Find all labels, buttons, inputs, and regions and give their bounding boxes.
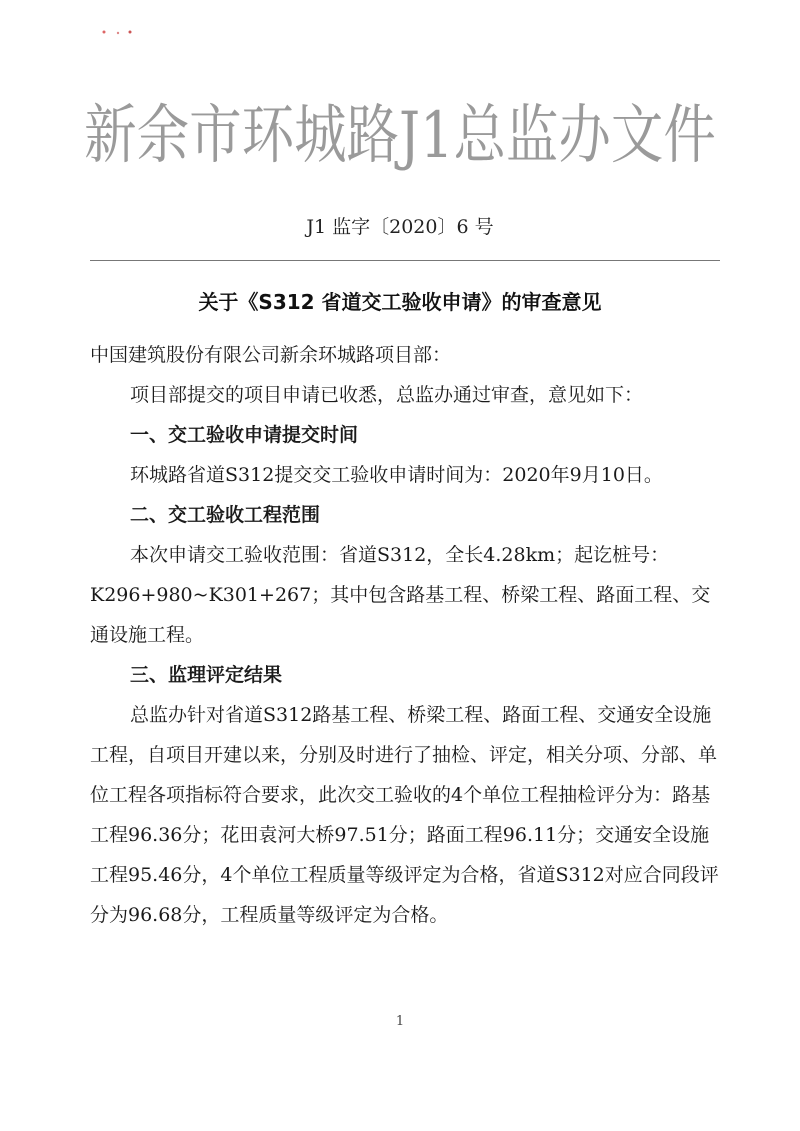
- header-divider: [90, 260, 720, 261]
- document-title: 关于《S312 省道交工验收申请》的审查意见: [198, 290, 602, 314]
- document-number: J1 监字〔2020〕6 号: [306, 216, 494, 238]
- scan-mark: [100, 28, 136, 36]
- section-heading: 三、监理评定结果: [130, 664, 283, 686]
- section-heading: 二、交工验收工程范围: [130, 504, 321, 526]
- section-paragraph: 本次申请交工验收范围：省道S312，全长4.28km；起讫桩号：K296+980~K301+267；其中包含路基工程、桥梁工程、路面工程、交通设施工程。: [90, 544, 711, 646]
- section-heading: 一、交工验收申请提交时间: [130, 424, 359, 446]
- document-body: [90, 335, 720, 935]
- page-number: 1: [395, 1014, 405, 1029]
- intro-paragraph: 项目部提交的项目申请已收悉，总监办通过审查，意见如下：: [130, 384, 644, 406]
- section-paragraph: 环城路省道S312提交交工验收申请时间为：2020年9月10日。: [130, 464, 663, 486]
- recipient-line: 中国建筑股份有限公司新余环城路项目部：: [90, 344, 452, 366]
- section-paragraph: 总监办针对省道S312路基工程、桥梁工程、路面工程、交通安全设施工程，自项目开建以来，分别及时进行了抽检、评定，相关分项、分部、单位工程各项指标符合要求，此次交工验收的4个单位工程抽检评分为：路基工程96.36分；花田袁河大桥97.51分；路面工程96.11分；交通安全设施工程95.46分，4个单位工程质量等级评定为合格，省道S312对应合同段评分为96.68分，工程质量等级评定为合格。: [90, 704, 719, 926]
- document-header-title: 新余市环城路J1总监办文件: [84, 99, 716, 173]
